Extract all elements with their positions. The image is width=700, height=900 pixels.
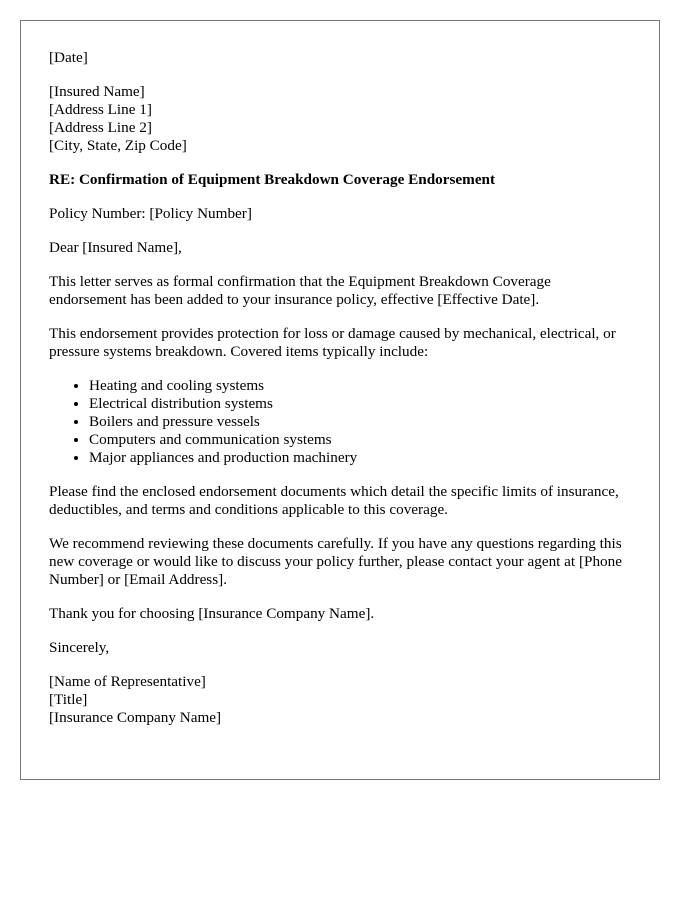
signature-title: [Title] xyxy=(49,691,88,708)
recipient-address xyxy=(49,83,631,155)
policy-number: Policy Number: [Policy Number] xyxy=(49,205,252,222)
recipient-name: [Insured Name] xyxy=(49,83,145,100)
covered-item: • Electrical distribution systems xyxy=(89,395,631,413)
paragraph-enclosed-documents: Please find the enclosed endorsement documents which detail the specific limits of insurance, deductibles, and terms and conditions applicable to this coverage. xyxy=(49,483,619,518)
closing: Sincerely, xyxy=(49,639,110,656)
covered-items-list xyxy=(49,377,631,467)
signature-company: [Insurance Company Name] xyxy=(49,709,222,726)
paragraph-thanks: Thank you for choosing [Insurance Company Name]. xyxy=(49,605,375,622)
salutation: Dear [Insured Name], xyxy=(49,239,182,256)
paragraph-coverage-description: This endorsement provides protection for loss or damage caused by mechanical, electrical, or pressure systems breakdown. Covered items typically include: xyxy=(49,325,616,360)
recipient-address-line-1: [Address Line 1] xyxy=(49,101,152,118)
covered-item: • Major appliances and production machinery xyxy=(89,449,631,467)
letter-page xyxy=(20,20,660,780)
paragraph-contact: We recommend reviewing these documents carefully. If you have any questions regarding this new coverage or would like to discuss your policy further, please contact your agent at [Phone Number] or [Email Address]. xyxy=(49,535,622,588)
recipient-city-state-zip: [City, State, Zip Code] xyxy=(49,137,187,154)
paragraph-confirmation: This letter serves as formal confirmation that the Equipment Breakdown Coverage endorsement has been added to your insurance policy, effective [Effective Date]. xyxy=(49,273,551,308)
covered-item: • Heating and cooling systems xyxy=(89,377,631,395)
covered-item: • Boilers and pressure vessels xyxy=(89,413,631,431)
letter-date: [Date] xyxy=(49,49,88,66)
covered-item: • Computers and communication systems xyxy=(89,431,631,449)
recipient-address-line-2: [Address Line 2] xyxy=(49,119,152,136)
signature-name: [Name of Representative] xyxy=(49,673,206,690)
signature-block xyxy=(49,673,631,727)
subject-line: RE: Confirmation of Equipment Breakdown Coverage Endorsement xyxy=(49,171,496,188)
